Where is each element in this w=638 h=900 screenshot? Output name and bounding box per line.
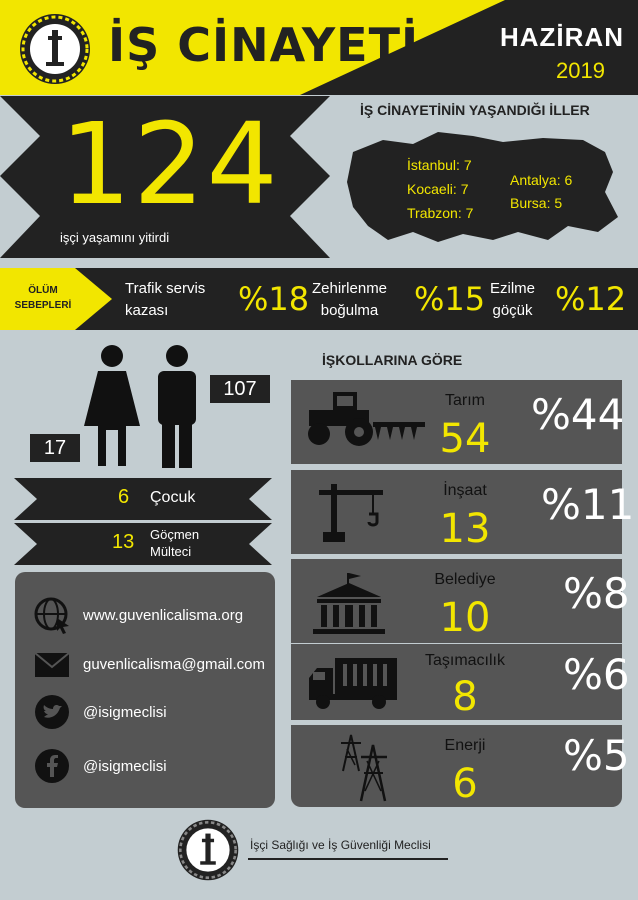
cause-traffic-pct: %18 [238, 280, 310, 318]
causes-label [8, 283, 78, 313]
migrant-ribbon [14, 523, 272, 565]
sector-pct-energy: %5 [563, 731, 630, 780]
child-ribbon [14, 478, 272, 520]
causes-label-line2: SEBEPLERİ [14, 300, 72, 311]
facebook-text: @isigmeclisi [83, 757, 167, 775]
province-trabzon: Trabzon: 7 [407, 205, 474, 221]
envelope-icon [33, 645, 71, 683]
truck-icon [307, 656, 399, 712]
sector-card-transport [291, 644, 630, 720]
migrant-count: 13 [112, 531, 135, 553]
male-count: 107 [210, 375, 270, 403]
footer-org-name: İşçi Sağlığı ve İş Güvenliği Meclisi [250, 838, 431, 852]
cause-poison-line1: Zehirlenme [312, 280, 388, 297]
sector-pct-construction: %11 [541, 480, 635, 529]
website-link[interactable] [33, 595, 243, 635]
cause-item-crush [490, 278, 535, 322]
sector-pct-transport: %6 [563, 650, 630, 699]
female-count: 17 [30, 434, 80, 462]
sector-name-transport: Taşımacılık [424, 652, 505, 669]
crane-icon [317, 482, 387, 544]
causes-label-line1: ÖLÜM [28, 285, 58, 296]
female-figure-icon [82, 344, 142, 466]
header-month: HAZİRAN [500, 22, 624, 52]
migrant-label [150, 526, 199, 560]
total-caption: işçi yaşamını yitirdi [60, 230, 170, 245]
province-bursa: Bursa: 5 [510, 195, 563, 211]
turkey-map-icon [343, 122, 625, 252]
cause-poison-pct: %15 [414, 280, 486, 318]
globe-icon [33, 596, 71, 634]
cause-crush-line2: göçük [492, 302, 533, 319]
sector-name-energy: Enerji [444, 737, 486, 754]
cause-item-poison [312, 278, 387, 322]
power-pylon-icon [339, 731, 389, 803]
migrant-label-line1: Göçmen [150, 527, 200, 542]
cause-poison-line2: boğulma [320, 302, 379, 319]
tractor-icon [303, 388, 431, 448]
male-figure-icon [150, 344, 204, 468]
cause-traffic-line1: Trafik servis [125, 280, 206, 297]
facebook-link[interactable] [33, 746, 167, 786]
provinces-heading: İŞ CİNAYETİNİN YAŞANDIĞI İLLER [360, 102, 590, 118]
twitter-text: @isigmeclisi [83, 703, 167, 721]
sector-name-agriculture: Tarım [445, 392, 485, 409]
province-kocaeli: Kocaeli: 7 [407, 181, 469, 197]
header-year: 2019 [556, 58, 605, 83]
sector-count-energy: 6 [452, 761, 478, 807]
sector-name-municipality: Belediye [434, 571, 496, 588]
sector-card-agriculture [291, 380, 625, 464]
twitter-link[interactable] [33, 692, 167, 732]
municipality-building-icon [309, 571, 389, 635]
email-text: guvenlicalisma@gmail.com [83, 655, 265, 673]
sector-count-construction: 13 [439, 506, 491, 552]
province-antalya: Antalya: 6 [510, 172, 573, 188]
cause-crush-line1: Ezilme [490, 280, 536, 297]
sector-count-municipality: 10 [439, 595, 491, 641]
sector-card-municipality [291, 559, 630, 643]
sector-name-construction: İnşaat [443, 482, 487, 499]
footer-underline [248, 858, 448, 860]
page-title: İŞ CİNAYETİ [108, 18, 420, 72]
email-link[interactable] [33, 644, 265, 684]
sector-card-energy [291, 725, 630, 807]
facebook-icon [33, 747, 71, 785]
child-count: 6 [118, 486, 130, 508]
migrant-label-line2: Mülteci [150, 544, 192, 559]
child-label: Çocuk [150, 489, 196, 506]
sector-count-agriculture: 54 [439, 416, 491, 462]
footer-logo [176, 818, 240, 882]
cause-crush-pct: %12 [555, 280, 627, 318]
sector-card-construction [291, 470, 635, 554]
sector-pct-agriculture: %44 [531, 390, 625, 439]
total-count: 124 [60, 100, 280, 230]
website-text: www.guvenlicalisma.org [83, 606, 244, 624]
twitter-icon [33, 693, 71, 731]
logo [18, 12, 92, 86]
cause-item-traffic [125, 278, 205, 322]
province-istanbul: İstanbul: 7 [407, 157, 472, 173]
sector-count-transport: 8 [452, 674, 478, 720]
sectors-heading: İŞKOLLARINA GÖRE [322, 352, 463, 368]
cause-traffic-line2: kazası [125, 302, 169, 319]
sector-pct-municipality: %8 [563, 569, 630, 618]
